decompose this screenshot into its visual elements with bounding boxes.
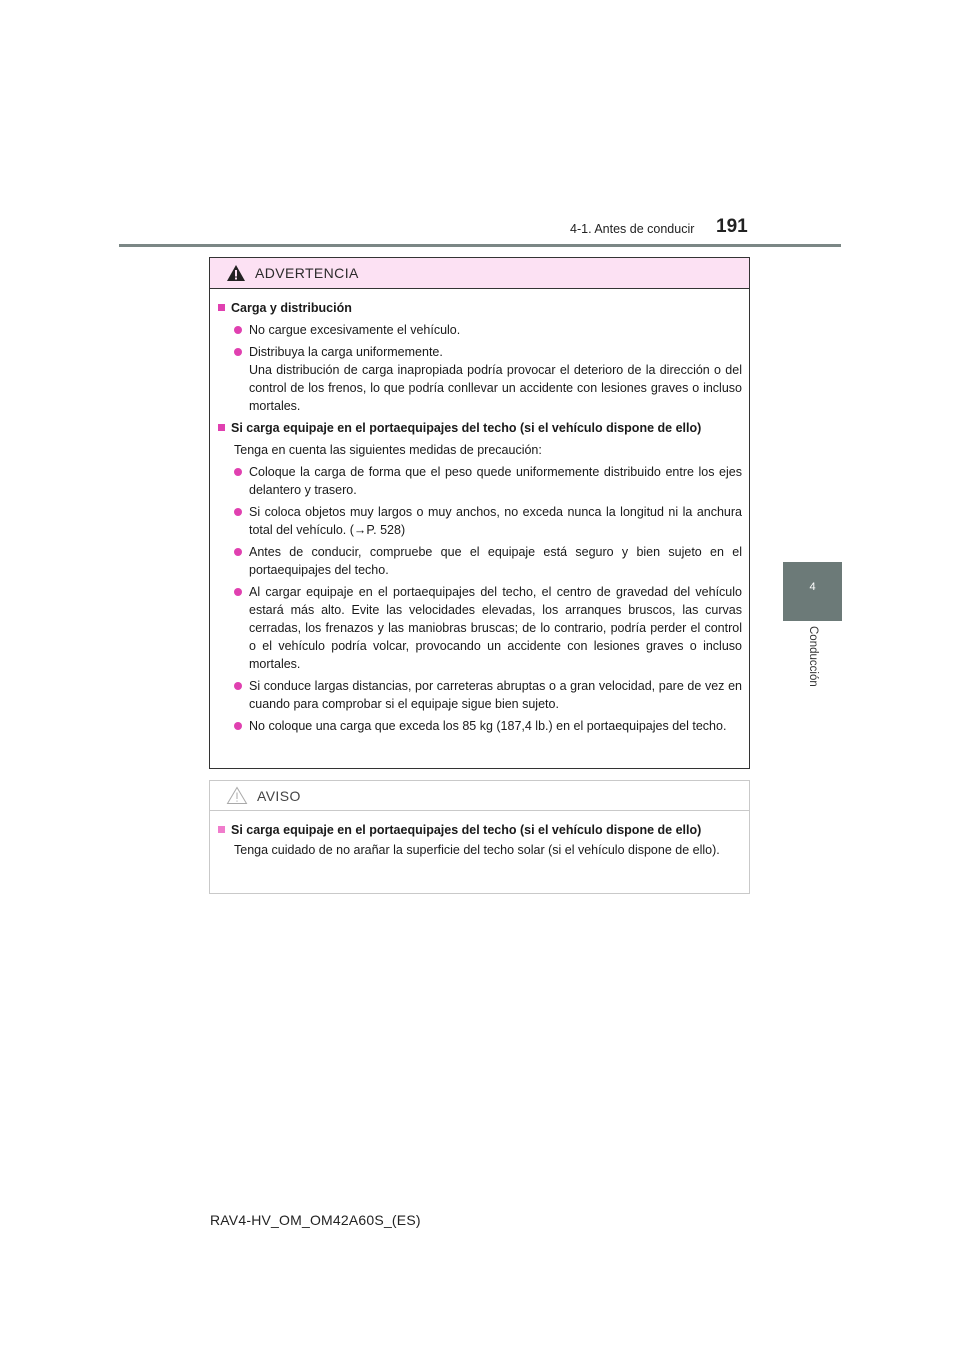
chapter-number: 4 [809, 581, 816, 593]
warning-header [210, 258, 749, 289]
square-bullet-icon [218, 424, 225, 431]
section-title: 4-1. Antes de conducir [570, 222, 695, 236]
warning-triangle-outline-icon [226, 786, 248, 805]
list-item: Distribuya la carga uniformemente. Una distribución de carga inapropiada podría provocar el deterioro de la dirección o del control de los frenos, lo que podría conllevar un accidente con lesiones graves o incluso mortales. [234, 343, 742, 415]
list-item: Coloque la carga de forma que el peso quede uniformemente distribuido entre los ejes delantero y trasero. [234, 463, 742, 499]
notice-header [210, 781, 749, 811]
warning-triangle-filled-icon [226, 264, 246, 282]
circle-bullet-icon [234, 722, 242, 730]
document-code: RAV4-HV_OM_OM42A60S_(ES) [210, 1212, 421, 1228]
circle-bullet-icon [234, 468, 242, 476]
square-bullet-icon [218, 826, 225, 833]
circle-bullet-icon [234, 548, 242, 556]
square-bullet-icon [218, 304, 225, 311]
warning-intro: Tenga en cuenta las siguientes medidas de precaución: [234, 443, 542, 457]
notice-body [210, 811, 749, 859]
notice-title: AVISO [257, 787, 301, 804]
header-divider [119, 244, 841, 247]
circle-bullet-icon [234, 326, 242, 334]
page-number: 191 [716, 216, 748, 237]
chapter-tab[interactable] [783, 562, 842, 621]
notice-text: Tenga cuidado de no arañar la superficie del techo solar (si el vehículo dispone de ello). [234, 843, 720, 857]
circle-bullet-icon [234, 588, 242, 596]
list-item: Al cargar equipaje en el portaequipajes del techo, el centro de gravedad del vehículo estará más alto. Evite las velocidades elevadas, los arranques bruscos, las curvas cerradas, los frenazos y las maniobras bruscas; de lo contrario, podría perder el control o el vehículo podría volcar, provocando un accidente con lesiones graves o incluso mortales. [234, 583, 742, 673]
list-item: No cargue excesivamente el vehículo. [234, 321, 742, 339]
list-item: Antes de conducir, compruebe que el equipaje está seguro y bien sujeto en el portaequipajes del techo. [234, 543, 742, 579]
chapter-label [783, 626, 842, 706]
warning-title: ADVERTENCIA [255, 265, 359, 281]
notice-box [209, 780, 750, 894]
warning-box [209, 257, 750, 769]
circle-bullet-icon [234, 348, 242, 356]
list-item: Si conduce largas distancias, por carreteras abruptas o a gran velocidad, pare de vez en cuando para comprobar si el equipaje sigue bien sujeto. [234, 677, 742, 713]
warning-heading-roof-rack: Si carga equipaje en el portaequipajes del techo (si el vehículo dispone de ello) [217, 419, 742, 437]
notice-heading: Si carga equipaje en el portaequipajes del techo (si el vehículo dispone de ello) [217, 821, 742, 839]
list-item: No coloque una carga que exceda los 85 kg (187,4 lb.) en el portaequipajes del techo. [234, 717, 742, 735]
warning-body [210, 289, 749, 735]
list-item: Si coloca objetos muy largos o muy anchos, no exceda nunca la longitud ni la anchura total del vehículo. (→P. 528) [234, 503, 742, 539]
chapter-label-text: Conducción [806, 626, 819, 687]
circle-bullet-icon [234, 682, 242, 690]
warning-heading-load: Carga y distribución [217, 299, 742, 317]
circle-bullet-icon [234, 508, 242, 516]
